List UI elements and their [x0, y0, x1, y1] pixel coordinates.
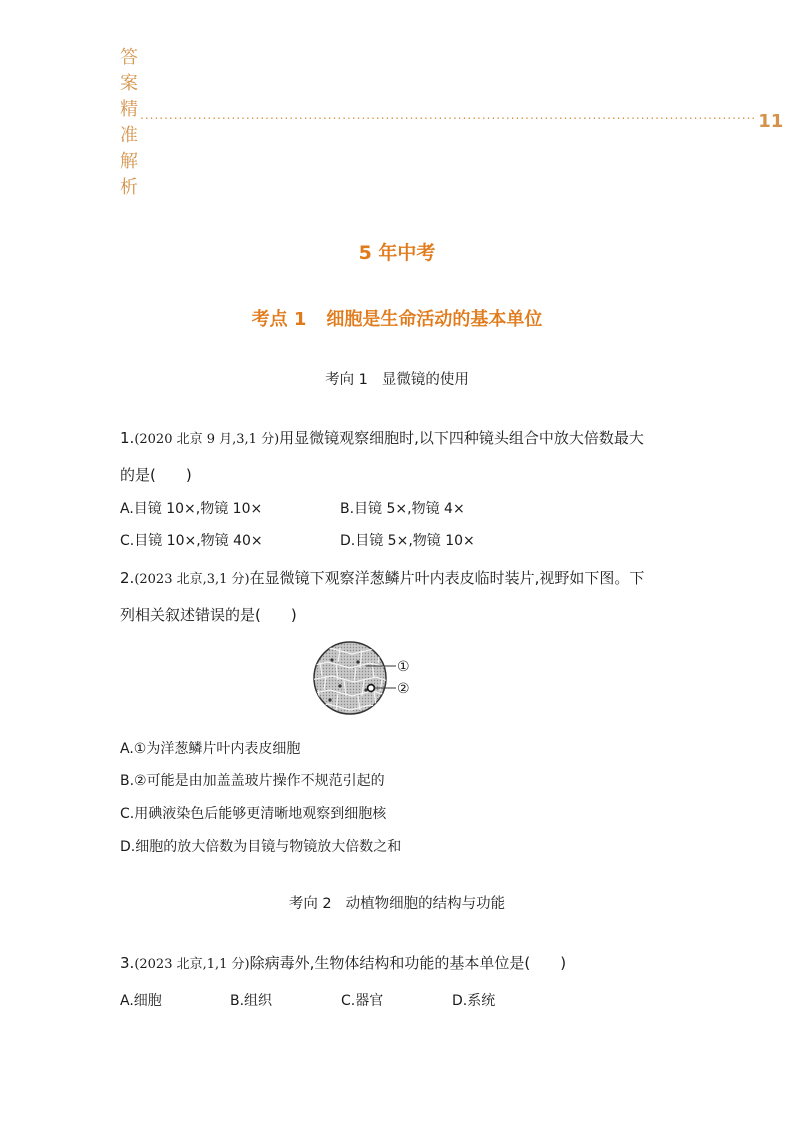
question-1-stem-line2	[120, 465, 680, 485]
question-2-number: 2.	[120, 569, 135, 587]
toc-label: 答案精准解析	[120, 47, 138, 198]
question-1-number: 1.	[120, 429, 135, 447]
question-3-number: 3.	[120, 954, 135, 972]
question-3-text: 除病毒外,生物体结构和功能的基本单位是( )	[249, 954, 567, 972]
question-2-option-d[interactable]: D.细胞的放大倍数为目镜与物镜放大倍数之和	[120, 839, 402, 855]
question-3-stem	[120, 953, 680, 975]
question-2-stem	[120, 568, 680, 590]
question-1-option-a[interactable]: A.目镜 10×,物镜 10×	[120, 501, 263, 517]
question-2-text-line2: 列相关叙述错误的是( )	[120, 606, 297, 624]
subsection-2-heading	[0, 892, 794, 913]
subsection-2-label: 考向 2	[288, 896, 332, 912]
question-2-option-a[interactable]: A.①为洋葱鳞片叶内表皮细胞	[120, 741, 301, 757]
question-1-option-d[interactable]: D.目镜 5×,物镜 10×	[340, 533, 475, 549]
question-3-source: (2023 北京,1,1 分)	[134, 957, 250, 972]
question-2-stem-line2	[120, 605, 680, 625]
question-1-text-line1: 用显微镜观察细胞时,以下四种镜头组合中放大倍数最大	[279, 429, 644, 447]
section-title: 细胞是生命活动的基本单位	[326, 309, 543, 330]
figure-label-2: ②	[397, 681, 410, 697]
heading-main: 5 年中考	[358, 242, 436, 264]
toc-page-number: 11	[758, 110, 784, 132]
section-label: 考点 1	[251, 309, 307, 330]
toc-leader: ................................................................................................................................	[140, 108, 757, 122]
question-2-option-b[interactable]: B.②可能是由加盖盖玻片操作不规范引起的	[120, 773, 385, 789]
question-1-text-line2: 的是( )	[120, 466, 192, 484]
question-3-option-a[interactable]: A.细胞	[120, 993, 162, 1009]
figure-label-1: ①	[397, 659, 410, 675]
question-1-source: (2020 北京 9 月,3,1 分)	[134, 432, 280, 447]
question-3-option-b[interactable]: B.组织	[230, 993, 273, 1009]
question-2-source: (2023 北京,3,1 分)	[134, 572, 250, 587]
subsection-1-heading	[0, 368, 794, 389]
subsection-1-label: 考向 1	[325, 372, 368, 388]
microscope-field-figure	[310, 640, 430, 720]
subsection-1-title: 显微镜的使用	[381, 372, 469, 388]
question-2-text-line1: 在显微镜下观察洋葱鳞片叶内表皮临时装片,视野如下图。下	[249, 569, 645, 587]
subsection-2-title: 动植物细胞的结构与功能	[345, 896, 506, 912]
section-heading	[0, 305, 794, 331]
question-3-option-d[interactable]: D.系统	[452, 993, 496, 1009]
question-2-option-c[interactable]: C.用碘液染色后能够更清晰地观察到细胞核	[120, 806, 387, 822]
question-3-option-c[interactable]: C.器官	[341, 993, 384, 1009]
question-1-option-c[interactable]: C.目镜 10×,物镜 40×	[120, 533, 263, 549]
toc-entry[interactable]	[120, 47, 784, 198]
question-1-option-b[interactable]: B.目镜 5×,物镜 4×	[340, 501, 465, 517]
question-1-stem	[120, 428, 680, 450]
